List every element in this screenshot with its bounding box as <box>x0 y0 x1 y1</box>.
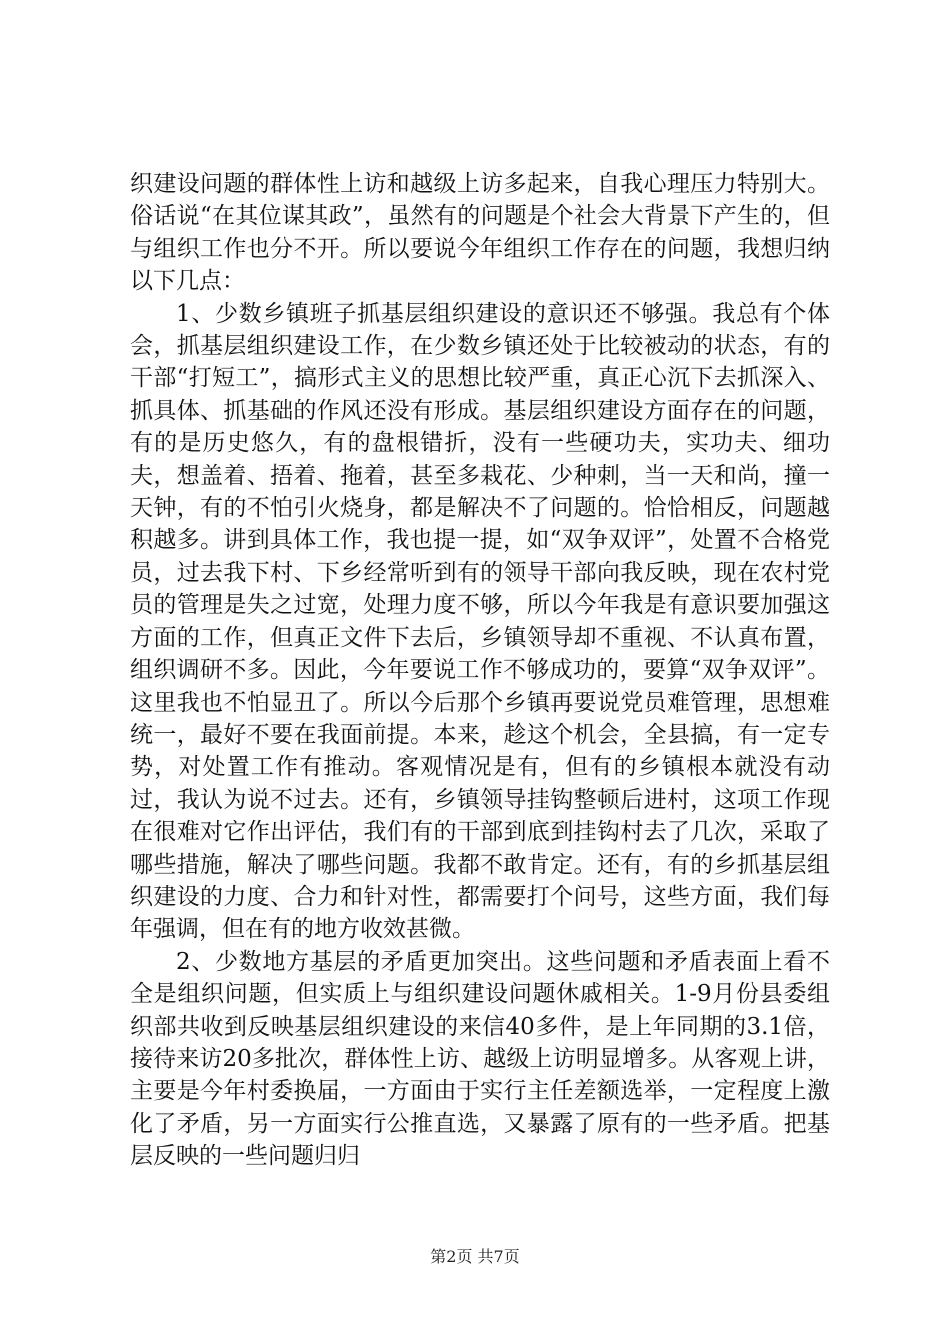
paragraph-continuation: 织建设问题的群体性上访和越级上访多起来，自我心理压力特别大。俗话说“在其位谋其政”，虽然有的问题是个社会大背景下产生的，但与组织工作也分不开。所以要说今年组织工作存在的问题，我想归纳以下几点： <box>130 171 830 295</box>
page-number: 第2页 共7页 <box>430 1247 520 1266</box>
paragraph-point-2: 2、少数地方基层的矛盾更加突出。这些问题和矛盾表面上看不全是组织问题，但实质上与组织建设问题休戚相关。1-9月份县委组织部共收到反映基层组织建设的来信40多件，是上年同期的3.1倍，接待来访20多批次，群体性上访、越级上访明显增多。从客观上讲，主要是今年村委换届，一方面由于实行主任差额选举，一定程度上激化了矛盾，另一方面实行公推直选，又暴露了原有的一些矛盾。把基层反映的一些问题归归 <box>130 948 830 1170</box>
paragraph-point-1: 1、少数乡镇班子抓基层组织建设的意识还不够强。我总有个体会，抓基层组织建设工作，在少数乡镇还处于比较被动的状态，有的干部“打短工”，搞形式主义的思想比较严重，真正心沉下去抓深入、抓具体、抓基础的作风还没有形成。基层组织建设方面存在的问题，有的是历史悠久，有的盘根错折，没有一些硬功夫，实功夫、细功夫，想盖着、捂着、拖着，甚至多栽花、少种刺，当一天和尚，撞一天钟，有的不怕引火烧身，都是解决不了问题的。恰恰相反，问题越积越多。讲到具体工作，我也提一提，如“双争双评”，处置不合格党员，过去我下村、下乡经常听到有的领导干部向我反映，现在农村党员的管理是失之过宽，处理力度不够，所以今年我是有意识要加强这方面的工作，但真正文件下去后，乡镇领导却不重视、不认真布置，组织调研不多。因此，今年要说工作不够成功的，要算“双争双评”。这里我也不怕显丑了。所以今后那个乡镇再要说党员难管理，思想难统一，最好不要在我面前提。本来，趁这个机会，全县搞，有一定专势，对处置工作有推动。客观情况是有，但有的乡镇根本就没有动过，我认为说不过去。还有，乡镇领导挂钩整顿后进村，这项工作现在很难对它作出评估，我们有的干部到底到挂钩村去了几次，采取了哪些措施，解决了哪些问题。我都不敢肯定。还有，有的乡抓基层组织建设的力度、合力和针对性，都需要打个问号，这些方面，我们每年强调，但在有的地方收效甚微。 <box>130 300 830 943</box>
document-body <box>130 168 830 1173</box>
